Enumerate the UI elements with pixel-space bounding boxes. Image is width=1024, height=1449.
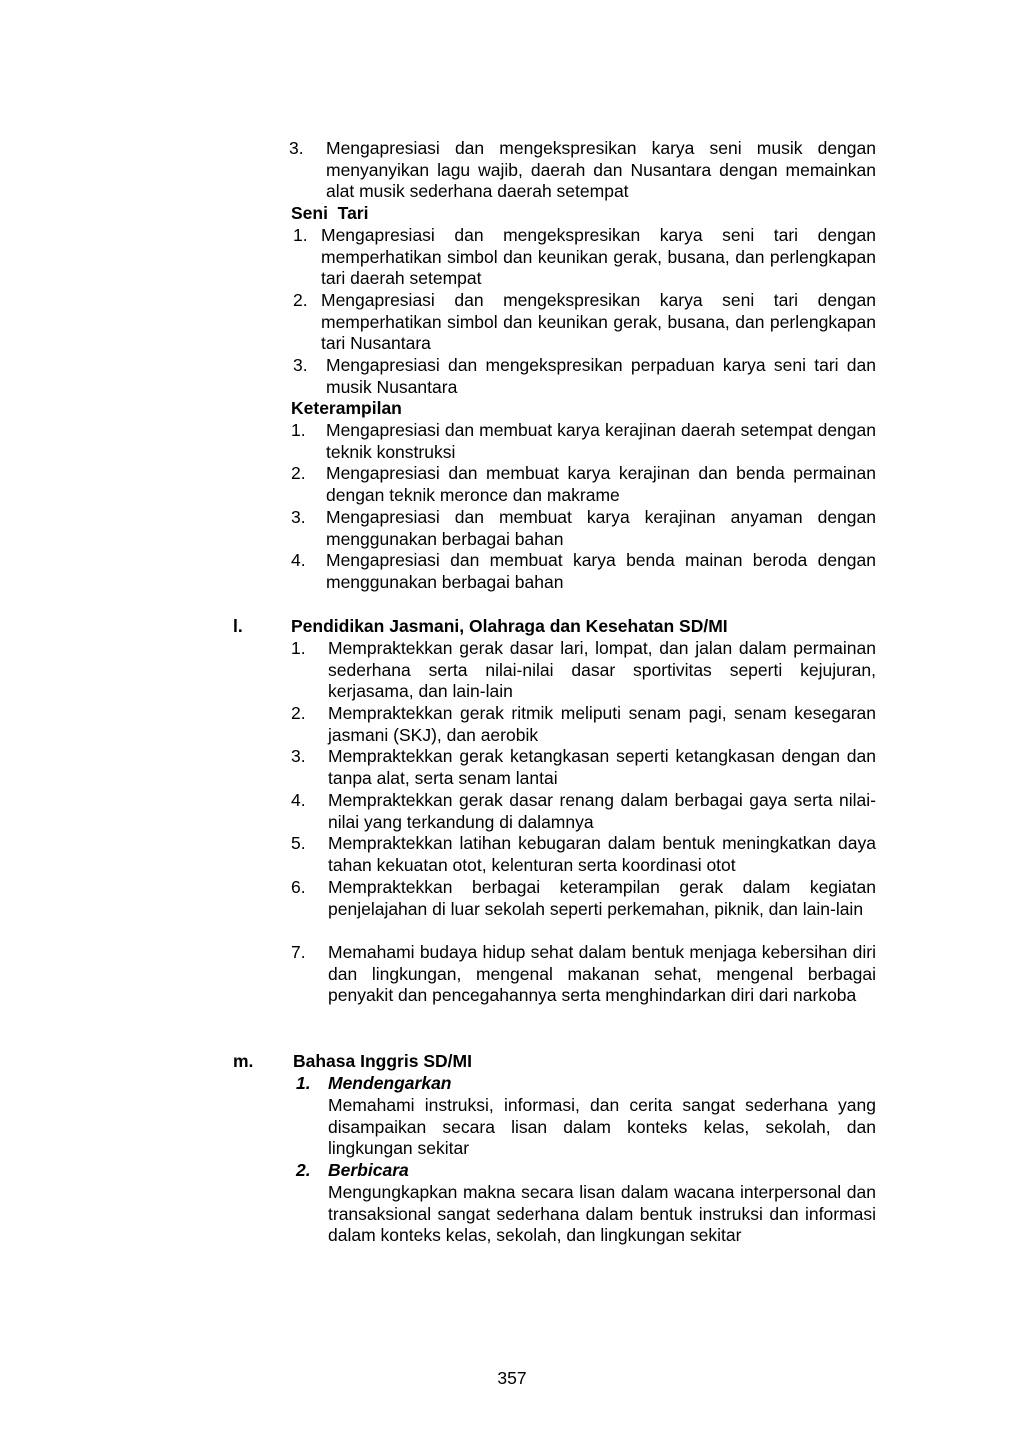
- section-l-item-2: [291, 703, 876, 746]
- list-text: Mengapresiasi dan mengekspresikan perpaduan karya seni tari dan musik Nusantara: [326, 355, 876, 397]
- list-number: 1.: [296, 1073, 311, 1093]
- list-number: 2.: [293, 290, 308, 310]
- section-l-letter: l.: [233, 616, 243, 636]
- list-text: Mengapresiasi dan membuat karya kerajinan daerah setempat dengan teknik konstruksi: [326, 420, 876, 462]
- list-text: Mengapresiasi dan mengekspresikan karya seni tari dengan memperhatikan simbol dan keunikan gerak, busana, dan perlengkapan tari Nusantara: [321, 290, 876, 354]
- section-m-item-1-text: Memahami instruksi, informasi, dan cerita sangat sederhana yang disampaikan secara lisan dalam konteks kelas, sekolah, dan lingkungan sekitar: [328, 1095, 876, 1159]
- list-number: 3.: [291, 746, 306, 766]
- list-text: Mengapresiasi dan mengekspresikan karya seni tari dengan memperhatikan simbol dan keunikan gerak, busana, dan perlengkapan tari daerah setempat: [321, 225, 876, 289]
- keterampilan-item-3: [291, 507, 876, 550]
- list-text: Mempraktekkan gerak ketangkasan seperti ketangkasan dengan dan tanpa alat, serta senam lantai: [328, 746, 876, 788]
- section-l-heading: Pendidikan Jasmani, Olahraga dan Kesehatan SD/MI: [291, 616, 728, 636]
- seni-tari-heading: Seni Tari: [291, 203, 369, 223]
- section-l-item-6: [291, 877, 876, 920]
- section-m-item-1-title: [296, 1073, 876, 1095]
- list-number: 1.: [291, 638, 306, 658]
- section-m-letter: m.: [233, 1051, 254, 1071]
- subsection-title: Mendengarkan: [328, 1073, 452, 1093]
- list-number: 1.: [293, 225, 308, 245]
- section-l-item-5: [291, 833, 876, 876]
- list-text: Mengapresiasi dan membuat karya kerajinan anyaman dengan menggunakan berbagai bahan: [326, 507, 876, 549]
- list-number: 3.: [289, 138, 304, 158]
- seni-musik-item-3: [289, 138, 876, 203]
- list-text: Memahami budaya hidup sehat dalam bentuk menjaga kebersihan diri dan lingkungan, mengenal makanan sehat, mengenal berbagai penyakit dan pencegahannya serta menghindarkan diri dari narkoba: [328, 942, 876, 1006]
- keterampilan-heading: Keterampilan: [291, 398, 402, 418]
- list-number: 2.: [291, 703, 306, 723]
- list-text: Mempraktekkan gerak dasar renang dalam berbagai gaya serta nilai-nilai yang terkandung di dalamnya: [328, 790, 876, 832]
- page-number: 357: [497, 1368, 527, 1388]
- list-number: 4.: [291, 790, 306, 810]
- list-number: 2.: [291, 463, 306, 483]
- section-l-item-7: [291, 942, 876, 1007]
- list-text: Mempraktekkan gerak ritmik meliputi senam pagi, senam kesegaran jasmani (SKJ), dan aerobik: [328, 703, 876, 745]
- section-m-item-2-text: Mengungkapkan makna secara lisan dalam wacana interpersonal dan transaksional sangat sederhana dalam bentuk instruksi dan informasi dalam konteks kelas, sekolah, dan lingkungan sekitar: [328, 1182, 876, 1246]
- section-l-item-3: [291, 746, 876, 789]
- list-number: 6.: [291, 877, 306, 897]
- list-number: 2.: [296, 1160, 311, 1180]
- keterampilan-item-1: [291, 420, 876, 463]
- section-l-item-4: [291, 790, 876, 833]
- list-text: Mengapresiasi dan membuat karya kerajinan dan benda permainan dengan teknik meronce dan makrame: [326, 463, 876, 505]
- list-text: Mengapresiasi dan mengekspresikan karya seni musik dengan menyanyikan lagu wajib, daerah dan Nusantara dengan memainkan alat musik sederhana daerah setempat: [326, 138, 876, 202]
- list-number: 1.: [291, 420, 306, 440]
- list-text: Mempraktekkan berbagai keterampilan gerak dalam kegiatan penjelajahan di luar sekolah seperti perkemahan, piknik, dan lain-lain: [328, 877, 876, 919]
- list-number: 3.: [293, 355, 308, 375]
- section-l-item-1: [291, 638, 876, 703]
- list-number: 7.: [291, 942, 306, 962]
- list-text: Mempraktekkan latihan kebugaran dalam bentuk meningkatkan daya tahan kekuatan otot, kelenturan serta koordinasi otot: [328, 833, 876, 875]
- seni-tari-item-1: [293, 225, 876, 290]
- keterampilan-item-4: [291, 550, 876, 593]
- list-text: Mempraktekkan gerak dasar lari, lompat, dan jalan dalam permainan sederhana serta nilai-nilai dasar sportivitas seperti kejujuran, kerjasama, dan lain-lain: [328, 638, 876, 702]
- section-m-heading: Bahasa Inggris SD/MI: [293, 1051, 472, 1071]
- seni-tari-item-2: [293, 290, 876, 355]
- subsection-title: Berbicara: [328, 1160, 409, 1180]
- list-number: 5.: [291, 833, 306, 853]
- list-number: 3.: [291, 507, 306, 527]
- seni-tari-item-3: [293, 355, 876, 398]
- section-m-item-2-title: [296, 1160, 876, 1182]
- keterampilan-item-2: [291, 463, 876, 506]
- list-number: 4.: [291, 550, 306, 570]
- list-text: Mengapresiasi dan membuat karya benda mainan beroda dengan menggunakan berbagai bahan: [326, 550, 876, 592]
